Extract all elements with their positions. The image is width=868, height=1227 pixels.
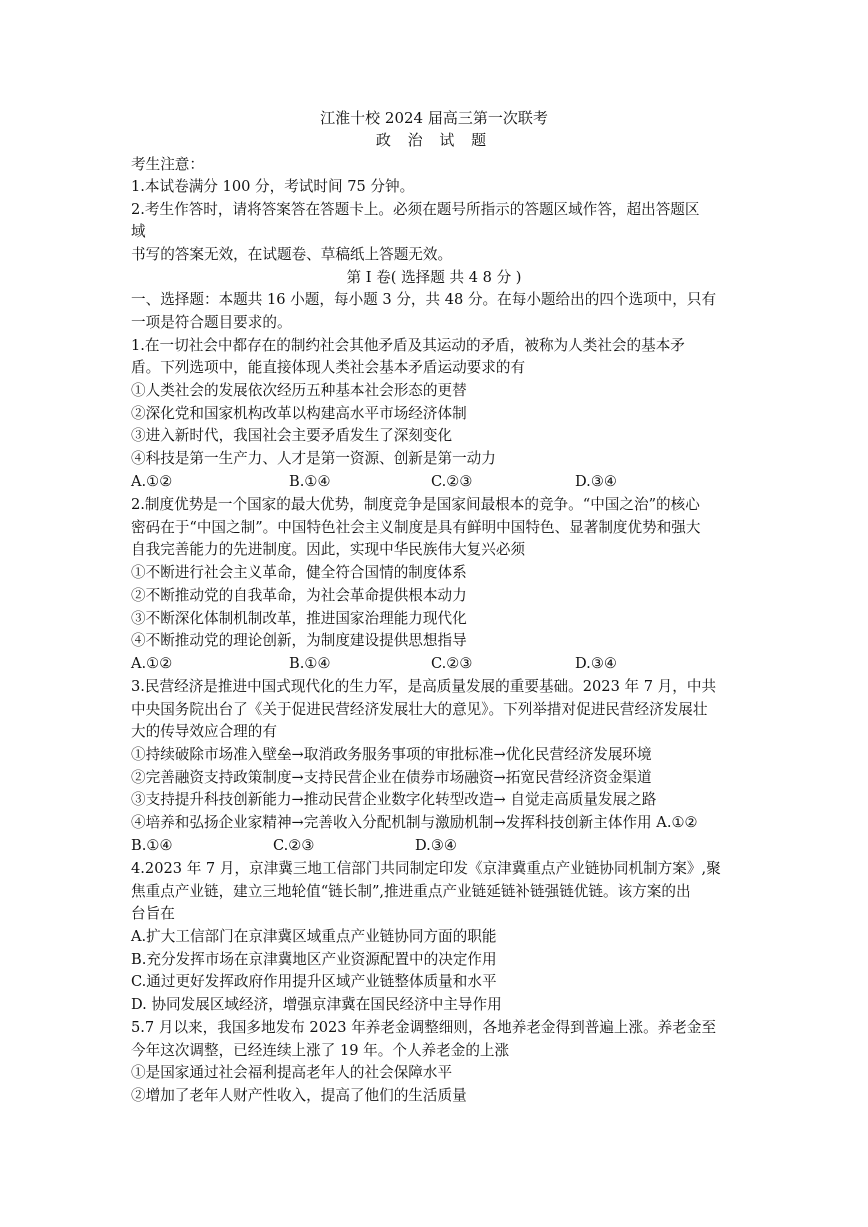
question-3-item: ②完善融资支持政策制度→支持民营企业在债券市场融资→拓宽民营经济资金渠道 bbox=[131, 769, 652, 786]
section-intro: 一项是符合题目要求的。 bbox=[131, 314, 292, 331]
question-1-stem: 盾。下列选项中，能直接体现人类社会基本矛盾运动要求的有 bbox=[131, 359, 526, 376]
question-2-item: ②不断推动党的自我革命，为社会革命提供根本动力 bbox=[131, 587, 467, 604]
subject-title: 政 治 试 题 bbox=[375, 131, 493, 149]
question-3-stem: 3.民营经济是推进中国式现代化的生力军，是高质量发展的重要基础。2023 年 7 月，中共 bbox=[131, 678, 717, 695]
notice-item: 2.考生作答时，请将答案答在答题卡上。必须在题号所指示的答题区域作答，超出答题区 bbox=[131, 201, 700, 218]
question-4-stem: 台旨在 bbox=[131, 905, 175, 922]
notice-item: 1.本试卷满分 100 分，考试时间 75 分钟。 bbox=[131, 178, 415, 195]
question-1-item: ④科技是第一生产力、人才是第一资源、创新是第一动力 bbox=[131, 450, 496, 467]
question-2-stem: 2.制度优势是一个国家的最大优势，制度竞争是国家间最根本的竞争。“中国之治”的核心 bbox=[131, 496, 700, 513]
question-3-stem: 中央国务院出台了《关于促进民营经济发展壮大的意见》。下列举措对促进民营经济发展壮 bbox=[131, 701, 708, 718]
question-2-item: ③不断深化体制机制改革，推进国家治理能力现代化 bbox=[131, 610, 467, 627]
question-2-stem: 自我完善能力的先进制度。因此，实现中华民族伟大复兴必须 bbox=[131, 541, 526, 558]
question-2-option-b: B.①④ bbox=[289, 655, 331, 672]
question-4-option-c: C.通过更好发挥政府作用提升区域产业链整体质量和水平 bbox=[131, 973, 497, 990]
question-4-stem: 4.2023 年 7 月，京津冀三地工信部门共同制定印发《京津冀重点产业链协同机制方案》,聚 bbox=[131, 860, 721, 877]
question-5-item: ①是国家通过社会福利提高老年人的社会保障水平 bbox=[131, 1064, 453, 1081]
question-5-stem: 今年这次调整，已经连续上涨了 19 年。个人养老金的上涨 bbox=[131, 1042, 510, 1059]
notice-heading: 考生注意： bbox=[131, 156, 204, 173]
question-4-option-d: D. 协同发展区域经济，增强京津冀在国民经济中主导作用 bbox=[131, 996, 502, 1013]
question-2-item: ④不断推动党的理论创新，为制度建设提供思想指导 bbox=[131, 632, 467, 649]
notice-item: 书写的答案无效，在试题卷、草稿纸上答题无效。 bbox=[131, 246, 453, 263]
question-1-option-a: A.①② bbox=[131, 473, 173, 490]
question-2-option-a: A.①② bbox=[131, 655, 173, 672]
question-5-item: ②增加了老年人财产性收入，提高了他们的生活质量 bbox=[131, 1087, 467, 1104]
question-1-item: ②深化党和国家机构改革以构建高水平市场经济体制 bbox=[131, 405, 467, 422]
question-1-item: ③进入新时代，我国社会主要矛盾发生了深刻变化 bbox=[131, 427, 453, 444]
question-3-option-b: B.①④ bbox=[131, 837, 173, 854]
question-4-option-a: A.扩大工信部门在京津冀区域重点产业链协同方面的职能 bbox=[131, 928, 497, 945]
exam-title: 江淮十校 2024 届高三第一次联考 bbox=[320, 109, 548, 127]
question-4-stem: 焦重点产业链，建立三地轮值“链长制”,推进重点产业链延链补链强链优链。该方案的出 bbox=[131, 883, 691, 900]
section-intro: 一、选择题：本题共 16 小题，每小题 3 分，共 48 分。在每小题给出的四个选项中，只有 bbox=[131, 291, 717, 308]
question-1-item: ①人类社会的发展依次经历五种基本社会形态的更替 bbox=[131, 382, 467, 399]
notice-item: 域 bbox=[131, 223, 146, 240]
question-2-stem: 密码在于“中国之制”。中国特色社会主义制度是具有鲜明中国特色、显著制度优势和强大 bbox=[131, 519, 701, 536]
question-3-item: ④培养和弘扬企业家精神→完善收入分配机制与激励机制→发挥科技创新主体作用 A.①② bbox=[131, 814, 698, 831]
question-4-option-b: B.充分发挥市场在京津冀地区产业资源配置中的决定作用 bbox=[131, 951, 497, 968]
section-title: 第 I 卷( 选择题 共 4 8 分 ) bbox=[346, 269, 522, 286]
question-1-option-d: D.③④ bbox=[575, 473, 617, 490]
question-2-option-d: D.③④ bbox=[575, 655, 617, 672]
question-3-item: ③支持提升科技创新能力→推动民营企业数字化转型改造→ 自觉走高质量发展之路 bbox=[131, 791, 657, 808]
question-5-stem: 5.7 月以来，我国多地发布 2023 年养老金调整细则，各地养老金得到普遍上涨。养老金至 bbox=[131, 1019, 717, 1036]
question-2-option-c: C.②③ bbox=[431, 655, 473, 672]
question-1-stem: 1.在一切社会中都存在的制约社会其他矛盾及其运动的矛盾，被称为人类社会的基本矛 bbox=[131, 337, 685, 354]
question-2-item: ①不断进行社会主义革命，健全符合国情的制度体系 bbox=[131, 564, 467, 581]
question-1-option-c: C.②③ bbox=[431, 473, 473, 490]
question-3-option-c: C.②③ bbox=[273, 837, 315, 854]
question-3-option-d: D.③④ bbox=[415, 837, 457, 854]
question-3-stem: 大的传导效应合理的有 bbox=[131, 723, 277, 740]
question-1-option-b: B.①④ bbox=[289, 473, 331, 490]
question-3-item: ①持续破除市场准入壁垒→取消政务服务事项的审批标准→优化民营经济发展环境 bbox=[131, 746, 652, 763]
